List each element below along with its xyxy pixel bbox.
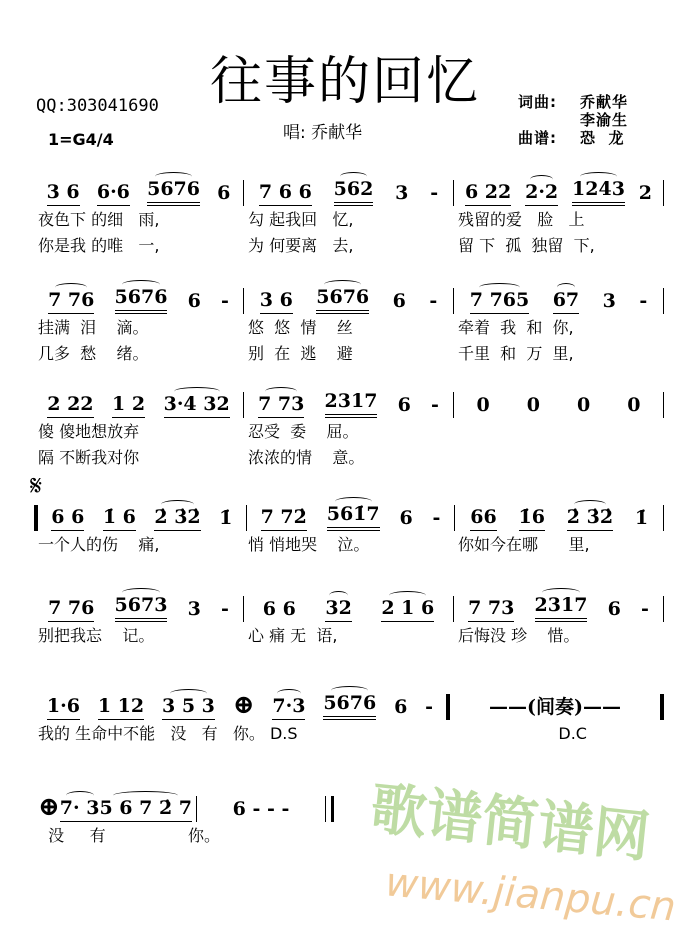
lyric-text: 勾 起我回 忆, [248, 210, 354, 229]
measure [34, 178, 243, 206]
notation-by: 恐 龙 [580, 129, 625, 147]
bar-line [663, 596, 664, 622]
lyric-text: 后悔没 珍 惜。 [458, 626, 580, 645]
song-title: 往事的回忆 [210, 52, 481, 112]
bar-line [663, 180, 664, 206]
note-group: 1·6 [47, 695, 80, 720]
measure [34, 794, 196, 822]
note-group: - [641, 598, 649, 620]
note-group: 1243 [572, 178, 625, 206]
lyric-text: 你是我 的唯 一, [38, 236, 160, 255]
note-group: 2 22 [47, 393, 93, 418]
note-group: 3 [602, 290, 616, 312]
note-group: 1 2 [112, 393, 145, 418]
note-group: 6 [607, 598, 621, 620]
note-group: 7 72̇ [261, 506, 307, 531]
lyric-text: 为 何要离 去, [248, 236, 354, 255]
measure [454, 178, 663, 206]
note-group: 6 [394, 696, 408, 718]
note-group: 5 6 7 2̇ 7 [99, 797, 192, 822]
lyric-text: 牵着 我 和 你, [458, 318, 574, 337]
note-group: 0 [627, 394, 641, 416]
lyric-text: 浓浓的情 意。 [248, 448, 365, 467]
staff-system [34, 180, 664, 258]
lyrics-verse-1 [34, 626, 664, 648]
lyric-text: 隔 不断我对你 [38, 448, 140, 467]
note-group: 2317 [325, 390, 378, 418]
note-group: 0 [476, 394, 490, 416]
note-group: 2·2 [525, 181, 558, 206]
notation-label: 曲谱: [518, 129, 557, 147]
note-group: 0 [577, 394, 591, 416]
note-group: 2̇ 3̇2̇ [567, 506, 613, 531]
note-group: 2 [638, 182, 653, 204]
lyrics-verse-1 [34, 210, 664, 232]
notes-row [34, 392, 664, 418]
staff-system [34, 690, 664, 746]
qq-number: QQ:303041690 [36, 96, 159, 116]
note-group: - [639, 290, 648, 312]
note-group: 2 1 6 [381, 597, 434, 622]
lyric-text: 你。 [188, 826, 221, 845]
note-group: - [221, 290, 229, 312]
lyrics-verse-1 [34, 318, 664, 340]
note-group: 3·4 32 [164, 393, 230, 418]
measure [244, 286, 453, 314]
note-group: 7 76 [48, 289, 94, 314]
note-group: 7 73 [258, 393, 304, 418]
lyric-text: 傻 傻地想放弃 [38, 422, 140, 441]
lyrics-verse-1 [34, 535, 664, 557]
lyricist-2: 李渝生 [580, 111, 629, 129]
measure [34, 393, 243, 418]
staff-system [34, 596, 664, 648]
note-group: 3 6 [260, 289, 293, 314]
note-group: - [221, 598, 229, 620]
note-group: 3 [187, 598, 201, 620]
watermark-logo: 歌谱简谱网 [367, 776, 653, 871]
lyric-text: 别 在 逃 避 [248, 344, 353, 363]
lyric-text: 别把我忘 记。 [38, 626, 155, 645]
notes-row [34, 792, 334, 822]
staff-system [30, 469, 664, 557]
measure [247, 503, 455, 531]
note-group: 6 22 [465, 181, 511, 206]
note-group: 1̇ 6 [103, 506, 136, 531]
measure [38, 506, 246, 531]
note-group: 3 [395, 182, 409, 204]
bar-line [325, 796, 334, 822]
measure [197, 798, 325, 822]
note-group: 7·3 [272, 695, 305, 720]
note-group: 5673 [115, 594, 168, 622]
lyric-text: 悄 悄地哭 泣。 [248, 535, 370, 554]
lyric-text: 千里 和 万 里, [458, 344, 574, 363]
note-group: - [432, 507, 441, 529]
lyrics-verse-1 [34, 422, 664, 444]
lyric-text: 没 有 [38, 826, 106, 845]
lyric-text: 挂满 泪 滴。 [38, 318, 149, 337]
note-group: - [425, 696, 434, 718]
lyric-text: 忍受 委 屈。 [248, 422, 359, 441]
note-group: 6 [187, 290, 201, 312]
measure [34, 594, 243, 622]
note-group: 5676 [147, 178, 200, 206]
note-group: 6 [397, 394, 411, 416]
note-group: 1 12 [98, 695, 144, 720]
lyricist-label: 词曲: [518, 93, 557, 111]
lyric-text: 一个人的伤 痛, [38, 535, 160, 554]
coda-icon: ⊕ [38, 792, 60, 822]
note-group: 1̇6 [519, 506, 545, 531]
measure [454, 289, 663, 314]
measure [244, 390, 453, 418]
note-group: 561̇7 [327, 503, 380, 531]
lyrics-verse-2 [34, 344, 664, 366]
note-group: 1̇ [634, 507, 649, 529]
staff-system [34, 792, 334, 848]
singer: 唱: 乔献华 [283, 123, 363, 143]
note-group: 3 5 3 [162, 695, 215, 720]
lyric-text: 悠 悠 情 丝 [248, 318, 353, 337]
segno-sign: 𝄋 [30, 469, 43, 502]
lyric-text [454, 448, 664, 470]
note-group: 5676 [316, 286, 369, 314]
note-group: 6 [217, 182, 231, 204]
coda-icon: ⊕ [232, 690, 255, 720]
note-group: 67 [553, 289, 579, 314]
note-group: 5676 [115, 286, 168, 314]
bar-line [660, 694, 664, 720]
note-group: 6 [392, 290, 406, 312]
note-group: 7 765 [470, 289, 530, 314]
note-group: 0 [526, 394, 540, 416]
note-group: 7· 3 [60, 797, 100, 822]
lyric-text: D.C [456, 724, 587, 743]
lyric-text: 残留的爱 脸 上 [458, 210, 585, 229]
measure [34, 286, 243, 314]
note-group: 3 6 [47, 181, 80, 206]
note-group: - [431, 394, 439, 416]
lyrics-verse-1 [34, 724, 664, 746]
lyric-text: 你如今在哪 里, [458, 535, 590, 554]
lyrics-verse-2 [34, 236, 664, 258]
measure [34, 692, 446, 720]
note-group: 2̇ 3̇2̇ [154, 506, 200, 531]
staff-system [34, 392, 664, 470]
lyrics-verse-2 [34, 448, 664, 470]
bar-line [663, 392, 664, 418]
lyric-text: 夜色下 的细 雨, [38, 210, 160, 229]
notes-row [34, 596, 664, 622]
note-group: 6 - - - [232, 798, 290, 820]
note-group: 7 73 [468, 597, 514, 622]
note-group: 2317 [535, 594, 588, 622]
lyric-text: 我的 生命中不能 没 有 你。 D.S [38, 724, 298, 743]
lyric-text: 几多 愁 绪。 [38, 344, 149, 363]
note-group: 562 [334, 178, 374, 206]
note-group: 7 76 [48, 597, 94, 622]
note-group: 6 [399, 507, 413, 529]
bar-line [663, 288, 664, 314]
notes-row [34, 288, 664, 314]
note-group: 6 6 [262, 598, 296, 620]
notes-row [34, 180, 664, 206]
notes-row [34, 505, 664, 531]
note-group: 66 [470, 506, 496, 531]
measure [454, 394, 663, 418]
watermark-url: www.jianpu.cn [383, 859, 678, 931]
lyrics-verse-1 [34, 826, 334, 848]
note-group: 6·6 [97, 181, 130, 206]
bar-line [663, 505, 664, 531]
lyric-text [454, 422, 664, 444]
note-group: 5676 [323, 692, 376, 720]
measure [244, 597, 453, 622]
note-group: 6 6 [51, 506, 84, 531]
notes-row [34, 690, 664, 720]
measure [450, 696, 660, 720]
key-signature: 1=G4/4 [48, 130, 114, 149]
note-group: - [429, 290, 438, 312]
note-group: - [430, 182, 439, 204]
lyricist-1: 乔献华 [580, 93, 629, 111]
measure [455, 506, 663, 531]
staff-system [34, 288, 664, 366]
note-group: 32 [325, 597, 351, 622]
note-group: 7 6 6 [259, 181, 312, 206]
measure [454, 594, 663, 622]
note-group: ——(间奏)—— [489, 696, 621, 718]
note-group: 1̇ [219, 507, 233, 529]
lyric-text: 心 痛 无 语, [248, 626, 338, 645]
lyric-text: 留 下 孤 独留 下, [458, 236, 595, 255]
measure [244, 178, 453, 206]
